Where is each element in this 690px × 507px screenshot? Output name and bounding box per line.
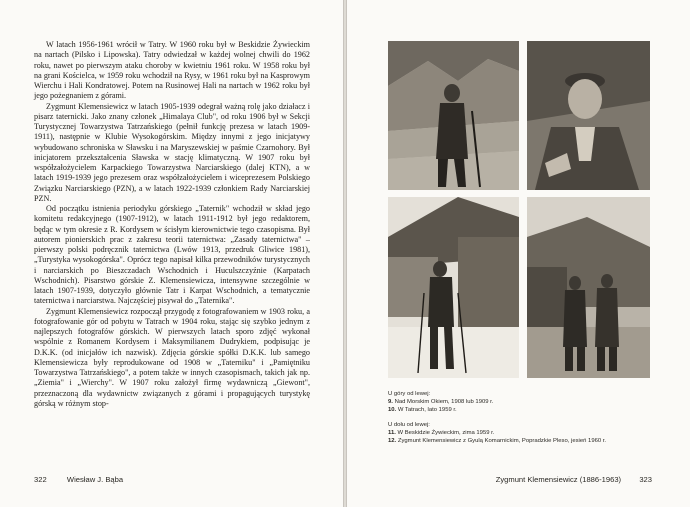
running-head: Zygmunt Klemensiewicz (1886-1963) (495, 475, 622, 484)
paragraph: Zygmunt Klemensiewicz rozpoczął przygodę z fotografowaniem w 1903 roku, a fotografowanie gór od pobytu w Tatrach w 1904 roku, stając się szybko jednym z najlepszych fotografów górskich. W pierwszych latach sporo zdjęć wykonał wspólnie z Romanem Kordysem i Maksymilianem Dudrykiem, podpisując je D.K.K. (od inicjałów ich nazwisk). Zdjęcia górskie spółki D.K.K. lub samego Klemensiewicza były reprodukowane od 1908 w „Taterniku" i „Pamiętniku Towarzystwa Tatrzańskiego", a potem także w innych czasopismach, takich jak np. „Ziemia" i „Wierchy". W 1907 roku założył firmę wydawniczą „Giewont", przeznaczoną dla wydawnictw związanych z górami i propagujących turystykę górską w różnym stop- (34, 306, 310, 408)
caption-text: W Beskidzie Żywieckim, zima 1959 r. (397, 429, 495, 436)
photo-tatry-1959 (527, 41, 650, 190)
captions-top (388, 390, 638, 415)
caption-heading: U dołu od lewej: (388, 421, 430, 428)
paragraph: Od początku istnienia periodyku górskiego „Taternik" wchodził w skład jego komitetu redakcyjnego (1907-1912), w latach 1911-1912 był jego redaktorem, będąc w tym okresie z R. Kordysem w ścisłym kierownictwie tego czasopisma. Był autorem pionierskich prac z zakresu teorii taternictwa: „Zasady taternictwa" – pierwszy polski podręcznik taternictwa (Lwów 1913, przedruk Gliwice 1981), „Turystyka wysokogórska". Oprócz tego napisał kilka przewodników turystycznych i narciarskich po Bieszczadach Wschodnich i Huculszczyźnie (Karpatach Wschodnich). Pisarstwo górskie Z. Klemensiewicza, intensywne szczególnie w latach 1907-1939, dotyczyło głównie Tatr i Karpat Wschodnich, a tematycznie taternictwa i narciarstwa. Najczęściej pisywał do „Taternika". (34, 204, 310, 306)
body-text (34, 40, 310, 409)
caption-text: W Tatrach, lato 1959 r. (397, 407, 457, 414)
photo-morskie-oko (388, 41, 519, 190)
caption-number: 10. (388, 407, 397, 414)
paragraph: Zygmunt Klemensiewicz w latach 1905-1939 odegrał ważną rolę jako działacz i pisarz taternicki. Jako znany członek „Himalaya Club", od roku 1906 był w Sekcji Turystycznej Towarzystwa Tatrzańskiego (pełnił funkcję prezesa w latach 1909-1911), następnie w Klubie Wysokogórskim. Między innymi z jego inicjatywy wybudowano schroniska w Sławsku i na Maryszewskiej w paśmie Czarnohory. Był inicjatorem przekształcenia Sławska w stację klimatyczną. W 1907 roku był współzałożycielem Karpackiego Towarzystwa Narciarskiego (dalej KTN), a w latach 1919-1939 jego prezesem oraz współzałożycielem i wiceprezesem Polskiego Związku Narciarskiego (PZN), a w latach 1922-1939 członkiem Rady Narciarskiej PZN. (34, 101, 310, 203)
caption-number: 9. (388, 399, 393, 406)
page-number: 322 (34, 475, 47, 484)
caption-text: Nad Morskim Okiem, 1908 lub 1909 r. (394, 399, 494, 406)
caption-item (388, 429, 638, 437)
photo-popradzkie-pleso (527, 197, 650, 378)
left-page (0, 0, 343, 507)
page-number: 323 (639, 475, 652, 484)
running-head: Wiesław J. Bąba (66, 475, 124, 484)
caption-item (388, 437, 638, 445)
captions-bottom (388, 421, 638, 446)
paragraph: W latach 1956-1961 wrócił w Tatry. W 1960 roku był w Beskidzie Żywieckim na nartach (Pilsko i Lipowska). Tatry odwiedzał w każdej wolnej chwili do 1962 roku, nawet po pierwszym ataku choroby w kwietniu 1961 roku. W 1958 roku był na grani Kościelca, w 1959 roku wchodził na Rysy, w 1961 roku był na Kasprowym Wierchu i Hali Kondratowej. Potem na Rusinowej Hali na nartach w 1962 roku był jego pożegnaniem z górami. (34, 40, 310, 101)
page-footer-left (34, 475, 123, 484)
caption-number: 12. (388, 438, 397, 445)
photo-captions (388, 390, 638, 451)
caption-text: Zygmunt Klemensiewicz z Gyulą Komarnickim, Popradzkie Pleso, jesień 1960 r. (397, 438, 607, 445)
caption-item (388, 406, 638, 414)
page-footer-right (496, 475, 652, 484)
caption-item (388, 398, 638, 406)
photo-beskid-zywiecki (388, 197, 519, 378)
caption-heading: U góry od lewej: (388, 391, 431, 397)
caption-number: 11. (388, 429, 396, 436)
